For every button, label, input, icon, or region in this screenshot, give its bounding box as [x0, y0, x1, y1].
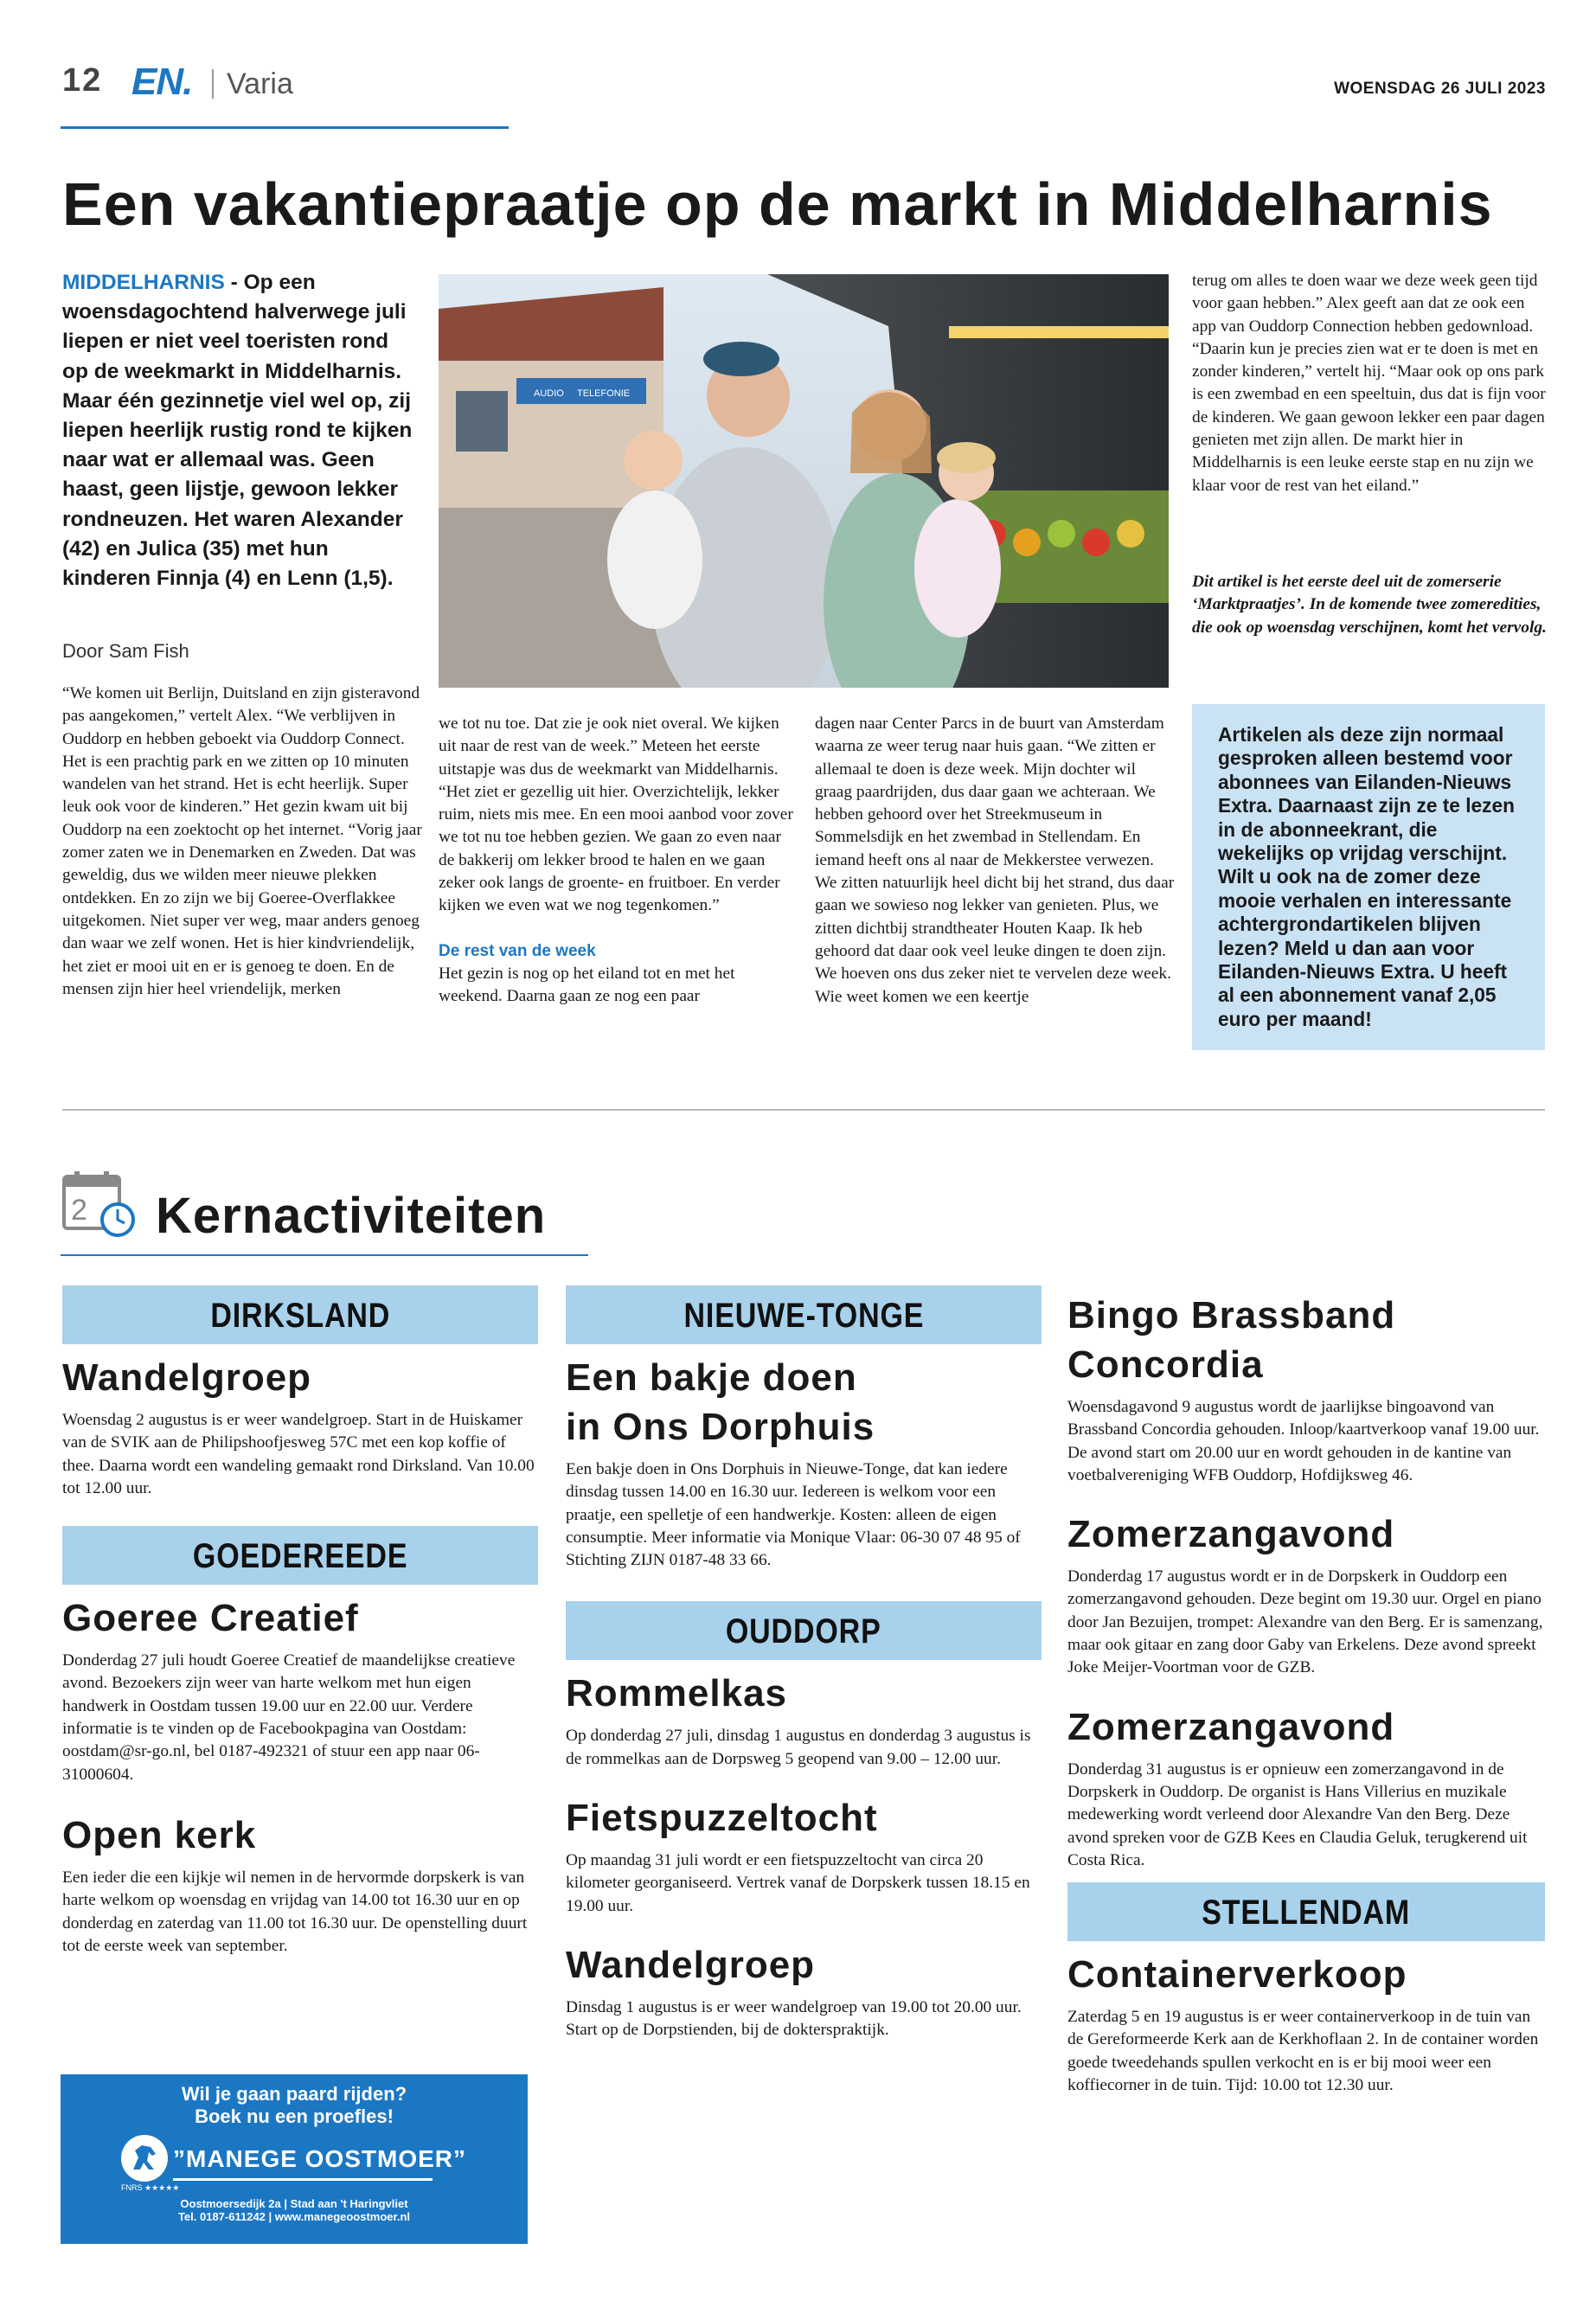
activity-text: Woensdag 2 augustus is er weer wandelgroep. Start in de Huiskamer van de SVIK aan de Philipshoofjesweg 57C met een kop koffie of thee. Daarna wordt een wandeling gemaakt rond Dirksland. Van 10.00 tot 12.00 uur.: [62, 1411, 535, 1497]
activity-title: Zomerzangavond: [1067, 1513, 1395, 1556]
publication-logo: EN.: [131, 61, 193, 103]
activity-text: Zaterdag 5 en 19 augustus is er weer containerverkoop in de tuin van de Gereformeerde Kerk aan de Kerkhoflaan 2. In de container worden goede tweedehands spullen verkocht en is er bij mooi weer een koffiecorner in de tuin. Tijd: 10.00 tot 12.30 uur.: [1067, 2008, 1539, 2095]
ad-contact[interactable]: Tel. 0187-611242 | www.manegeoostmoer.nl: [177, 2210, 411, 2223]
ad-brand-underline: [173, 2178, 433, 2181]
article-column-4: terug om alles te doen waar we deze week geen tijd voor gaan hebben.” Alex geeft aan dat ze ook een app van Ouddorp Connection hebben gedownload. “Daarin kun je precies zien wat er te doen is met en zonder kinderen,” vertelt hij. “Maar ook op ons park is een zwembad en een speeltuin, dus dat is fijn voor de kinderen. We gaan gewoon lekker een paar dagen genieten met zijn allen. De markt hier in Middelharnis is een leuke eerste stap en nu zijn we klaar voor de rest van het eiland.”: [1192, 272, 1546, 495]
ad-brand: ”MANEGE OOSTMOER”: [173, 2145, 467, 2172]
family-market-photo: [439, 274, 1169, 688]
activity-title-line: Een bakje doen: [566, 1356, 857, 1399]
lead-text: - Op een woensdagochtend halverwege juli liepen er niet veel toeristen rond op de weekmarkt in Middelharnis. Maar één gezinnetje viel wel op, zij liepen heerlijk rustig rond te kijken naar wat er allemaal was. Geen haast, geen lijstje, gewoon lekker rondneuzen. Het waren Alexander (42) en Julica (35) met hun kinderen Finnja (4) en Lenn (1,5).: [62, 271, 413, 591]
activity-title: Goeree Creatief: [62, 1597, 359, 1640]
activity-title: Rommelkas: [566, 1672, 788, 1715]
section-divider: [62, 1109, 1545, 1111]
issue-date: WOENSDAG 26 JULI 2023: [1334, 80, 1546, 98]
article-column-2-continued: Het gezin is nog op het eiland tot en met het weekend. Daarna gaan ze nog een paar: [439, 964, 735, 1006]
article-column-1: “We komen uit Berlijn, Duitsland en zijn gisteravond pas aangekomen,” vertelt Alex. “We verblijven in Ouddorp en hebben geboekt via Ouddorp Connect. Het is een prachtig park en we zitten op 10 minuten wandelen van het strand. Het is echt heerlijk. Super leuk ook voor de kinderen.” Het gezin kwam uit bij Ouddorp na een zoektocht op het internet. “Vorig jaar zomer zaten we in Denemarken en Zweden. Dat was geweldig, dus we wilden meer nieuwe plekken ontdekken. En zo zijn we bij Goeree-Overflakkee uitgekomen. Niet super ver weg, maar anders genoeg dan waar we zelf wonen. Het is hier kindvriendelijk, het ziet er mooi uit en er is genoeg te doen. En de mensen zijn hier heel vriendelijk, merken: [62, 684, 422, 998]
ad-brand-row: [61, 2133, 528, 2197]
activity-text: Een ieder die een kijkje wil nemen in de hervormde dorpskerk is van harte welkom op woensdag en vrijdag van 14.00 tot 16.30 uur en op donderdag en zaterdag van 11.00 tot 16.30 uur. De openstelling duurt tot de eerste week van september.: [62, 1868, 528, 1955]
header-rule: [61, 126, 509, 129]
category-nieuwe-tonge: NIEUWE-TONGE: [566, 1285, 1042, 1344]
activity-text: Donderdag 17 augustus wordt er in de Dorpskerk in Ouddorp een zomerzangavond gehouden. Deze begint om 19.30 uur. Orgel en piano door Jan Bezuijen, trompet: Alexandre van den Berg. Er is samenzang, maar ook gitaar en zang door Gaby van Erkelens. Deze avond spreekt Joke Meijer-Voortman voor de GZB.: [1067, 1567, 1543, 1677]
activity-title: [1067, 1291, 1545, 1389]
category-goedereede: GOEDEREEDE: [62, 1526, 538, 1585]
category-dirksland: DIRKSLAND: [62, 1285, 538, 1344]
header-separator: [212, 69, 214, 99]
activity-text: Donderdag 31 augustus is er opnieuw een zomerzangavond in de Dorpskerk in Ouddorp. De organist is Hans Villerius en muzikale medewerking wordt verleend door Alexandre Van den Berg. Deze avond spreken voor de GZB Kees en Claudia Geluk, terugkerend uit Costa Rica.: [1067, 1759, 1528, 1869]
activities-column-2: [566, 1285, 1042, 2042]
activity-title: Fietspuzzeltocht: [566, 1797, 878, 1840]
activity-title: Zomerzangavond: [1067, 1705, 1395, 1748]
calendar-digit: 2: [71, 1194, 87, 1227]
series-note: Dit artikel is het eerste deel uit de zomerserie ‘Marktpraatjes’. In de komende twee zomeredities, die ook op woensdag verschijnen, komt het vervolg.: [1192, 573, 1547, 637]
activity-title-line: in Ons Dorphuis: [566, 1406, 875, 1448]
section-label: Varia: [227, 67, 293, 100]
shop-sign-telefonie: TELEFONIE: [577, 388, 631, 399]
activity-text: Op donderdag 27 juli, dinsdag 1 augustus en donderdag 3 augustus is de rommelkas aan de Dorpsweg 5 geopend van 9.00 – 12.00 uur.: [566, 1727, 1031, 1768]
category-stellendam: STELLENDAM: [1067, 1882, 1545, 1941]
subscription-promo-box: Artikelen als deze zijn normaal gesproken alleen bestemd voor abonnees van Eilanden-Nieuws Extra. Daarnaast zijn ze te lezen in de abonneekrant, die wekelijks op vrijdag verschijnt. Wilt u ook na de zomer deze mooie verhalen en interessante achtergrondartikelen blijven lezen? Meld u dan aan voor Eilanden-Nieuws Extra. U heeft al een abonnement vanaf 2,05 euro per maand!: [1192, 704, 1545, 1050]
activity-text: Dinsdag 1 augustus is er weer wandelgroep van 19.00 tot 20.00 uur. Start op de Dorpstienden, bij de dokterspraktijk.: [566, 1997, 1022, 2040]
activity-text: Op maandag 31 juli wordt er een fietspuzzeltocht van circa 20 kilometer georganiseerd. Vertrek vanaf de Dorpskerk tussen 18.15 en 19.00 uur.: [566, 1851, 1030, 1915]
activity-title-line: Bingo Brassband: [1067, 1294, 1396, 1336]
ad-line-1: Wil je gaan paard rijden?: [181, 2083, 407, 2105]
activity-title: Containerverkoop: [1067, 1953, 1407, 1997]
article-column-2: [439, 713, 800, 1009]
page-number: 12: [62, 62, 103, 99]
byline: Door Sam Fish: [62, 640, 189, 662]
shop-sign-audio: AUDIO: [534, 388, 564, 399]
activity-text: Een bakje doen in Ons Dorphuis in Nieuwe-Tonge, dat kan iedere dinsdag tussen 14.00 en 16.30 uur. Iedereen is welkom voor een praatje, een spelletje of een handwerkje. Kosten: alleen de eigen consumptie. Meer informatie via Monique Vlaar: 06-30 07 48 95 of Stichting ZIJN 0187-48 33 66.: [566, 1460, 1021, 1570]
ad-line-2: Boek nu een proefles!: [195, 2106, 394, 2127]
activity-text: Donderdag 27 juli houdt Goeree Creatief de maandelijkse creatieve avond. Bezoekers zijn weer van harte welkom met hun eigen handwerk in Oostdam tussen 19.00 uur en 22.00 uur. Verdere informatie is te vinden op de Facebookpagina van Oostdam: oostdam@sr-go.nl, bel 0187-492321 of stuur een app naar 06-31000604.: [62, 1651, 516, 1784]
horse-logo-icon: [121, 2135, 168, 2182]
activity-title: [566, 1353, 1042, 1452]
activity-title: Wandelgroep: [566, 1943, 816, 1986]
calendar-clock-icon: [61, 1170, 138, 1239]
ad-address: Oostmoersedijk 2a | Stad aan 't Haringvliet: [180, 2197, 408, 2210]
activities-column-1: [62, 1285, 538, 1958]
activity-title: Wandelgroep: [62, 1356, 312, 1399]
category-ouddorp: OUDDORP: [566, 1601, 1042, 1660]
article-headline: Een vakantiepraatje op de markt in Middelharnis: [62, 170, 1493, 238]
activities-title: Kernactiviteiten: [156, 1188, 547, 1244]
manege-advertisement[interactable]: [61, 2074, 528, 2244]
article-column-2-text: we tot nu toe. Dat zie je ook niet overal. We kijken uit naar de rest van de week.” Meteen het eerste uitstapje was dus de weekmarkt van Middelharnis. “Het ziet er gezellig uit hier. Overzichtelijk, lekker ruim, niets mis mee. En een mooi aanbod voor zover we tot nu toe hebben gezien. We gaan zo even naar de bakkerij om lekker brood te halen en we gaan zeker ook langs de groente- en fruitboer. En verder kijken we even wat we nog tegenkomen.”: [439, 715, 793, 915]
article-photo: [439, 274, 1169, 688]
lead-dateline: MIDDELHARNIS: [62, 271, 225, 294]
article-subheading: De rest van de week: [439, 941, 596, 960]
activity-title: Open kerk: [62, 1813, 257, 1856]
article-lead: [62, 268, 417, 593]
activity-title-line: Concordia: [1067, 1343, 1264, 1386]
article-column-3: dagen naar Center Parcs in de buurt van Amsterdam waarna ze weer terug naar huis gaan. “We zitten er allemaal te doen is deze week. Mijn dochter wil graag paardrijden, dus daar gaan we achteraan. We hebben gehoord over het Streekmuseum in Sommelsdijk en het zwembad in Stellendam. En iemand heeft ons al naar de Mekkerstee verwezen. We zitten natuurlijk heel dicht bij het strand, dus daar gaan we sowieso nog lekker van genieten. Plus, we zitten dichtbij strandtheater Houten Kaap. Ik heb gehoord dat daar ook veel leuke dingen te doen zijn. We hoeven ons dus zeker niet te vervelen deze week. Wie weet komen we een keertje: [815, 715, 1175, 1006]
activity-text: Woensdagavond 9 augustus wordt de jaarlijkse bingoavond van Brassband Concordia gehouden. Inloop/kaartverkoop vanaf 19.00 uur. De avond start om 20.00 uur en wordt gehouden in de kantine van voetbalvereniging WFB Ouddorp, Hofdijksweg 46.: [1067, 1398, 1540, 1484]
activities-rule: [61, 1254, 588, 1256]
activities-column-3: [1067, 1291, 1545, 2097]
ad-fnrs: FNRS ★★★★★: [121, 2183, 180, 2192]
